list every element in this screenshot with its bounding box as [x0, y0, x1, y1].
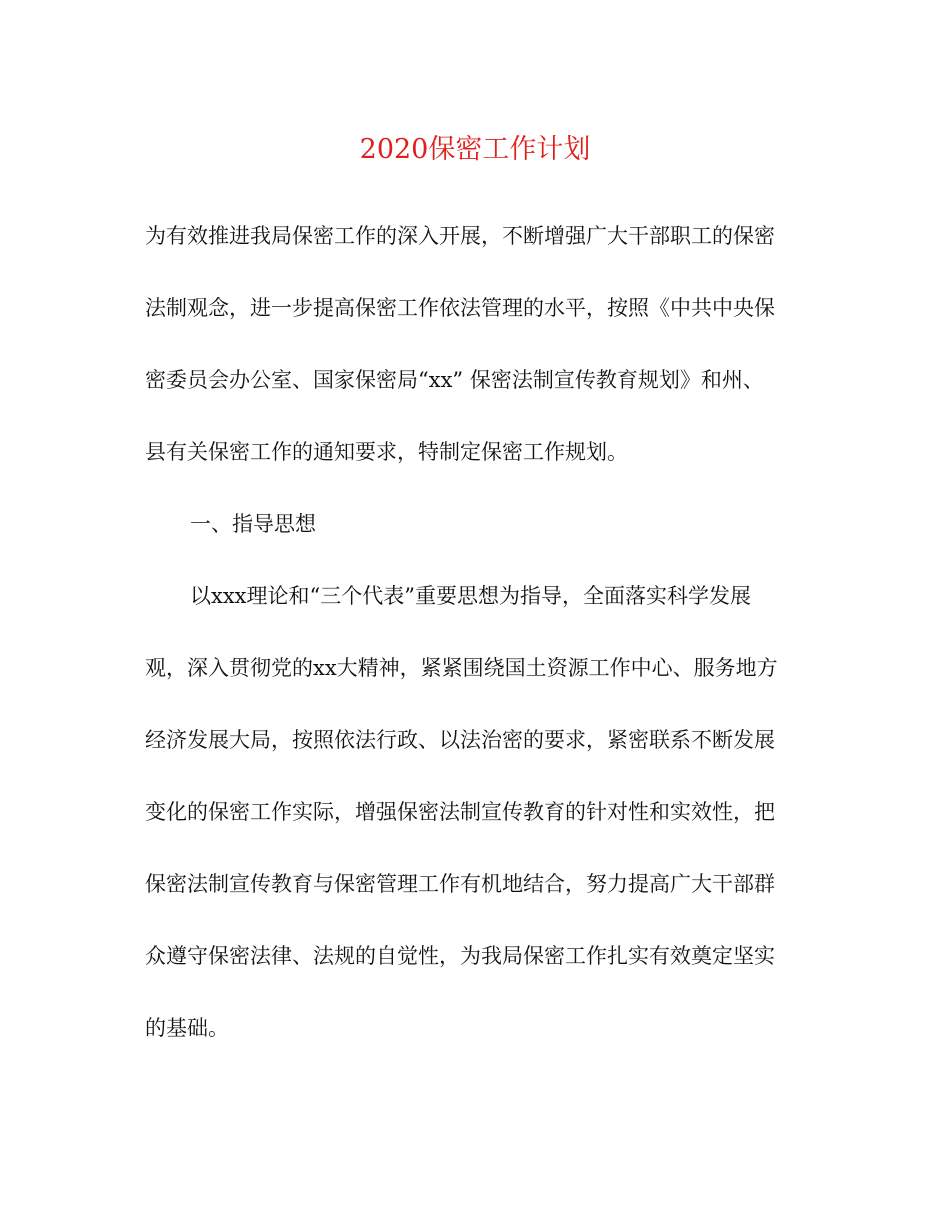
section-heading: 一、指导思想 [190, 512, 316, 536]
body-line-5: 保密法制宣传教育与保密管理工作有机地结合，努力提高广大干部群 [145, 872, 775, 896]
document-title: 2020保密工作计划 [359, 134, 591, 165]
body-line-1: 以xxx理论和“三个代表”重要思想为指导，全面落实科学发展 [190, 584, 751, 608]
body-line-2: 观，深入贯彻党的xx大精神，紧紧围绕国土资源工作中心、服务地方 [145, 656, 778, 680]
body-line-7: 的基础。 [145, 1016, 229, 1040]
intro-line-4: 县有关保密工作的通知要求，特制定保密工作规划。 [145, 440, 628, 464]
intro-line-1: 为有效推进我局保密工作的深入开展，不断增强广大干部职工的保密 [145, 224, 775, 248]
intro-line-3: 密委员会办公室、国家保密局“xx” 保密法制宣传教育规划》和州、 [145, 368, 764, 392]
intro-line-2: 法制观念，进一步提高保密工作依法管理的水平，按照《中共中央保 [145, 296, 775, 320]
body-line-6: 众遵守保密法律、法规的自觉性，为我局保密工作扎实有效奠定坚实 [145, 944, 775, 968]
body-line-4: 变化的保密工作实际，增强保密法制宣传教育的针对性和实效性，把 [145, 800, 775, 824]
body-line-3: 经济发展大局，按照依法行政、以法治密的要求，紧密联系不断发展 [145, 728, 775, 752]
